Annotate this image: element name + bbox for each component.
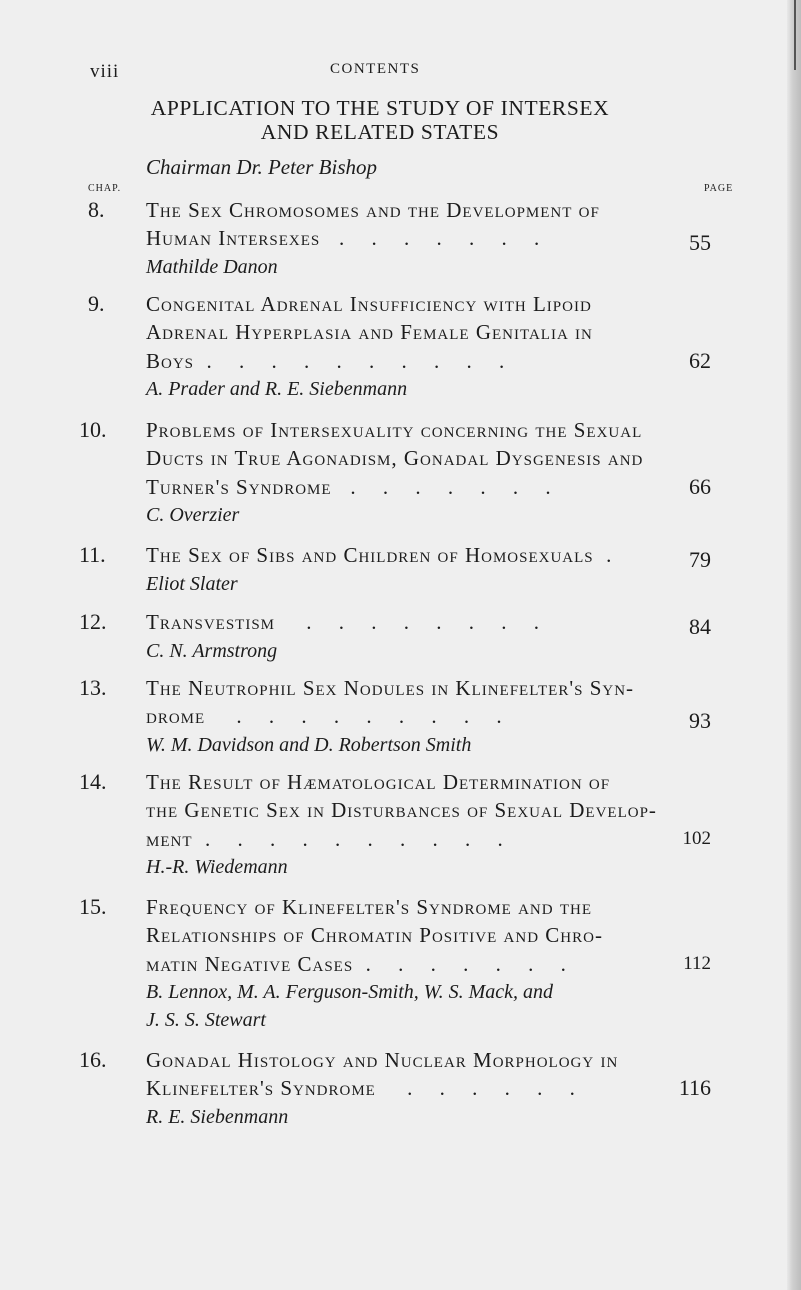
entry-author: R. E. Siebenmann — [146, 1106, 289, 1128]
leader-dots: . . . . . . . — [365, 952, 566, 976]
leader-dots: . . . . . . . . . — [236, 704, 502, 728]
section-title-line-1: APPLICATION TO THE STUDY OF INTERSEX — [150, 96, 610, 120]
entry-title-line: Congenital Adrenal Insufficiency with Lipoid — [146, 292, 592, 316]
leader-dots: . . . . . . . . — [306, 610, 540, 634]
entry-author: Mathilde Danon — [146, 256, 278, 278]
page-ref: 102 — [682, 828, 711, 849]
entry-title-line: Gonadal Histology and Nuclear Morphology in — [146, 1048, 619, 1072]
leader-dots: . . . . . . — [407, 1076, 575, 1100]
entry-title-line: Klinefelter's Syndrome . . . . . . — [146, 1076, 575, 1100]
chapter-number: 16. — [79, 1047, 107, 1072]
entry-author: Eliot Slater — [146, 573, 238, 595]
page-ref: 79 — [689, 547, 711, 572]
entry-title-line: The Neutrophil Sex Nodules in Klinefelter's Syn- — [146, 676, 635, 700]
entry-author: W. M. Davidson and D. Robertson Smith — [146, 734, 472, 756]
entry-title-line: Ducts in True Agonadism, Gonadal Dysgenesis and — [146, 446, 644, 470]
entry-title-line: The Sex Chromosomes and the Development of — [146, 198, 600, 222]
page-ref: 55 — [689, 230, 711, 255]
page-column-header: PAGE — [704, 183, 734, 194]
entry-title-line: Turner's Syndrome . . . . . . . — [146, 475, 551, 499]
leader-dots: . . . . . . . — [350, 475, 551, 499]
page-ref: 62 — [689, 348, 711, 373]
leader-dots: . . . . . . . — [339, 226, 540, 250]
leader-dots: . . . . . . . . . . — [206, 349, 505, 373]
entry-title-line: the Genetic Sex in Disturbances of Sexual Develop- — [146, 798, 657, 822]
entry-author: B. Lennox, M. A. Ferguson-Smith, W. S. Mack, and — [146, 981, 553, 1003]
page-edge-shadow — [787, 0, 801, 1290]
entry-title-line: The Sex of Sibs and Children of Homosexuals . — [146, 543, 612, 567]
entry-author-cont: J. S. S. Stewart — [146, 1009, 266, 1031]
page-ref: 93 — [689, 708, 711, 733]
chap-column-header: CHAP. — [88, 183, 122, 194]
chapter-number: 8. — [88, 197, 105, 222]
page-ref: 66 — [689, 474, 711, 499]
chairman-line: Chairman Dr. Peter Bishop — [146, 155, 377, 179]
leader-dots: . . . . . . . . . . — [205, 827, 503, 851]
page-ref: 112 — [683, 953, 711, 974]
running-title: CONTENTS — [330, 61, 421, 77]
chapter-number: 13. — [79, 675, 107, 700]
entry-title-line: matin Negative Cases . . . . . . . — [146, 952, 566, 976]
entry-title-line: Boys . . . . . . . . . . — [146, 349, 505, 373]
entry-author: H.-R. Wiedemann — [146, 856, 288, 878]
page-ref: 84 — [689, 614, 711, 639]
entry-author: C. Overzier — [146, 504, 240, 526]
chapter-number: 14. — [79, 769, 107, 794]
page-number: viii — [90, 61, 120, 82]
chapter-number: 11. — [79, 542, 106, 567]
entry-title-line: Human Intersexes . . . . . . . — [146, 226, 540, 250]
leader-dots: . — [606, 543, 612, 567]
entry-author: A. Prader and R. E. Siebenmann — [146, 378, 408, 400]
page-ref: 116 — [678, 1075, 711, 1100]
chapter-number: 12. — [79, 609, 107, 634]
entry-title-line: ment . . . . . . . . . . — [146, 827, 503, 851]
chapter-number: 15. — [79, 894, 107, 919]
entry-title-line: Relationships of Chromatin Positive and Chro- — [146, 923, 603, 947]
chapter-number: 10. — [79, 417, 107, 442]
entry-title-line: Problems of Intersexuality concerning the Sexual — [146, 418, 643, 442]
chapter-number: 9. — [88, 291, 105, 316]
entry-author: C. N. Armstrong — [146, 640, 278, 662]
section-title-line-2: AND RELATED STATES — [260, 120, 500, 144]
section-title — [80, 96, 680, 144]
entry-title-line: drome . . . . . . . . . — [146, 704, 502, 728]
entry-title-line: Transvestism . . . . . . . . — [146, 610, 540, 634]
entry-title-line: The Result of Hæmatological Determination of — [146, 770, 611, 794]
entry-title-line: Adrenal Hyperplasia and Female Genitalia in — [146, 320, 593, 344]
entry-title-line: Frequency of Klinefelter's Syndrome and the — [146, 895, 593, 919]
binding-line — [794, 0, 796, 70]
